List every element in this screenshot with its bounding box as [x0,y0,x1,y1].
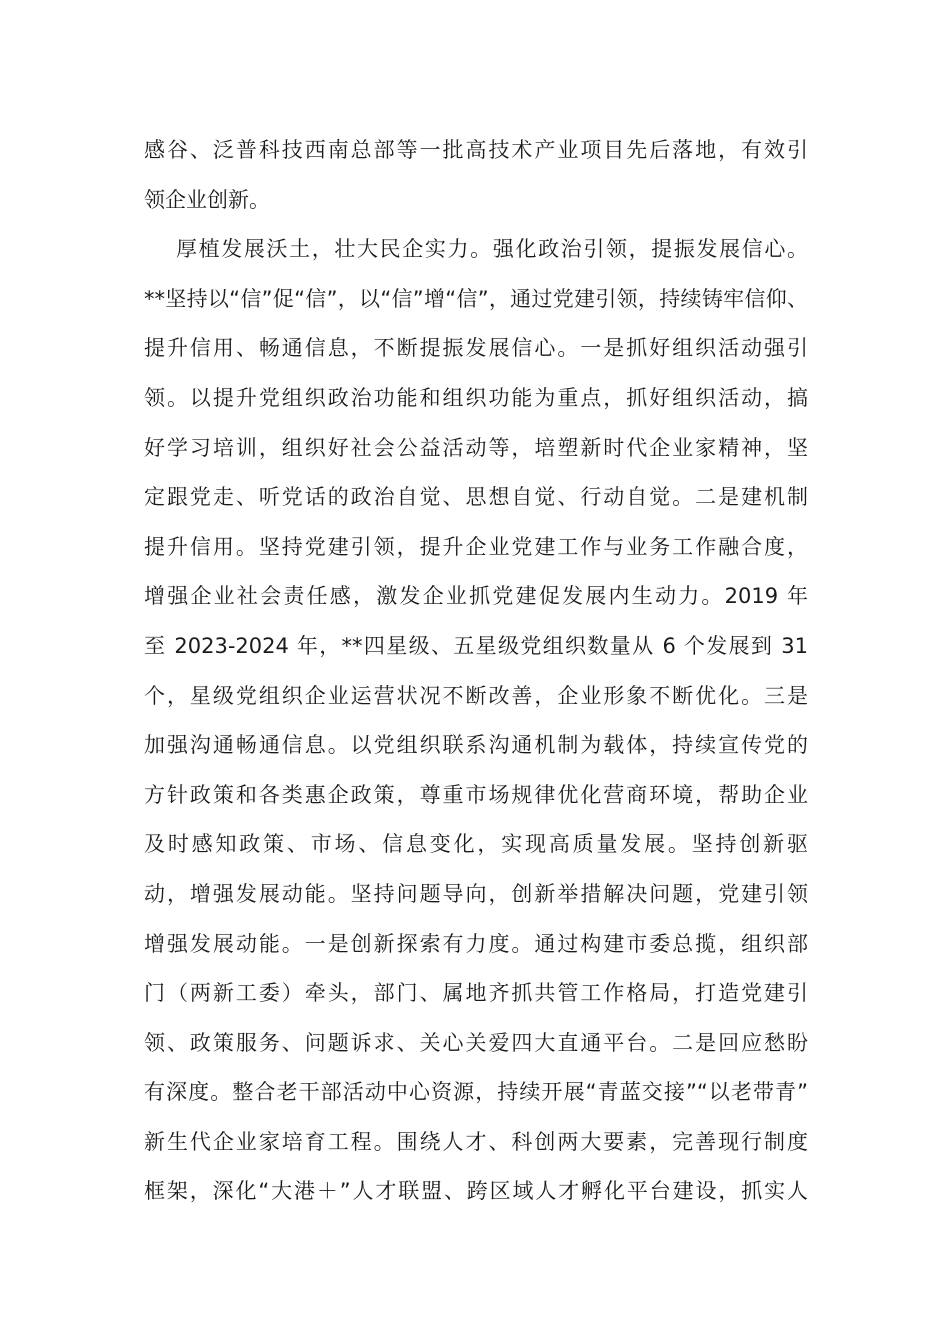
paragraph-1 [144,126,808,225]
text-line: 好学习培训，组织好社会公益活动等，培塑新时代企业家精神，坚 [144,435,808,460]
paragraph-2 [144,225,808,1217]
text-line: **坚持以“信”促“信”，以“信”增“信”，通过党建引领，持续铸牢信仰、 [144,286,808,311]
text-line: 领企业创新。 [144,187,270,212]
text-line: 个，星级党组织企业运营状况不断改善，企业形象不断优化。三是 [144,683,808,708]
text-line: 厚植发展沃土，壮大民企实力。强化政治引领，提振发展信心。 [176,237,808,262]
text-line: 领、政策服务、问题诉求、关心关爱四大直通平台。二是回应愁盼 [144,1030,808,1055]
text-line: 至 2023-2024 年，**四星级、五星级党组织数量从 6 个发展到 31 [144,633,808,658]
body-text [144,126,808,1217]
text-line: 门（两新工委）牵头，部门、属地齐抓共管工作格局，打造党建引 [144,981,808,1006]
text-line: 新生代企业家培育工程。围绕人才、科创两大要素，完善现行制度 [144,1129,808,1154]
text-line: 提升信用、畅通信息，不断提振发展信心。一是抓好组织活动强引 [144,336,808,361]
text-line: 提升信用。坚持党建引领，提升企业党建工作与业务工作融合度， [144,534,808,559]
text-line: 增强企业社会责任感，激发企业抓党建促发展内生动力。2019 年 [144,584,808,609]
text-line: 及时感知政策、市场、信息变化，实现高质量发展。坚持创新驱 [144,832,808,857]
text-line: 定跟党走、听党话的政治自觉、思想自觉、行动自觉。二是建机制 [144,485,808,510]
text-line: 增强发展动能。一是创新探索有力度。通过构建市委总揽，组织部 [144,931,808,956]
text-line: 领。以提升党组织政治功能和组织功能为重点，抓好组织活动，搞 [144,385,808,410]
text-line: 方针政策和各类惠企政策，尊重市场规律优化营商环境，帮助企业 [144,782,808,807]
text-line: 框架，深化“大港＋”人才联盟、跨区域人才孵化平台建设，抓实人 [144,1179,808,1204]
text-line: 有深度。整合老干部活动中心资源，持续开展“青蓝交接”“以老带青” [144,1080,808,1105]
text-line: 感谷、泛普科技西南总部等一批高技术产业项目先后落地，有效引 [144,138,808,162]
text-line: 加强沟通畅通信息。以党组织联系沟通机制为载体，持续宣传党的 [144,733,808,758]
text-line: 动，增强发展动能。坚持问题导向，创新举措解决问题，党建引领 [144,881,808,906]
